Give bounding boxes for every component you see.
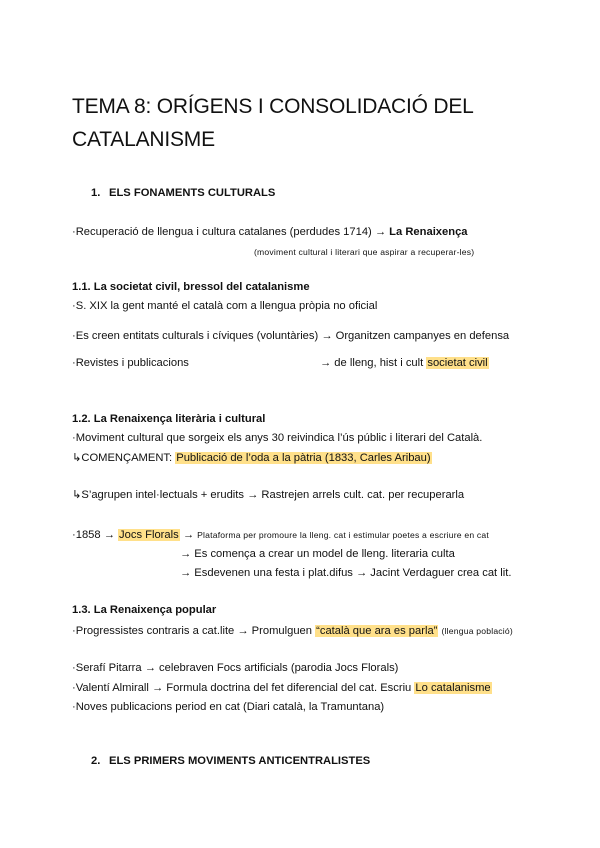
plataforma-note: Plataforma per promoure la lleng. cat i estimular poetes a escriure en cat [197, 530, 489, 540]
section-1-heading: ELS FONAMENTS CULTURALS [109, 187, 276, 199]
year-1858: ·1858 → [72, 529, 115, 541]
sub1-3-line-1 [72, 624, 513, 638]
sub1-2-line-5: → Es comença a crear un model de lleng. literaria culta [180, 548, 455, 560]
title-line-1: TEMA 8: ORÍGENS I CONSOLIDACIÓ DEL [72, 95, 474, 118]
sub1-2-line-6: → Esdevenen una festa i plat.difus → Jacint Verdaguer crea cat lit. [180, 567, 512, 579]
almirall-text: ·Valentí Almirall → Formula doctrina del fet diferencial del cat. Escriu [72, 682, 412, 694]
intro-line [72, 225, 468, 239]
intro-text: ·Recuperació de llengua i cultura catalanes (perdudes 1714) → [72, 226, 387, 238]
progressistes-text: ·Progressistes contraris a cat.lite → Promulguen [72, 625, 313, 637]
subsection-1-2-heading: 1.2. La Renaixença literària i cultural [72, 413, 266, 425]
highlight-jocs-florals: Jocs Florals [119, 529, 179, 541]
sub1-3-line-3 [72, 681, 492, 695]
page-title [72, 94, 474, 120]
sub1-2-line-2 [72, 451, 432, 465]
subsection-1-1-heading: 1.1. La societat civil, bressol del catalanisme [72, 281, 310, 293]
sub1-1-line-1: ·S. XIX la gent manté el català com a llengua pròpia no oficial [72, 300, 378, 312]
subsection-1-3-heading: 1.3. La Renaixença popular [72, 604, 217, 616]
sub1-1-line-3a: ·Revistes i publicacions [72, 357, 189, 369]
sub1-1-line-3b-text: → de lleng, hist i cult [320, 357, 424, 369]
sub1-2-line-4 [72, 528, 489, 542]
arrow: → [182, 529, 195, 541]
llengua-poblacio-note: (llengua població) [441, 626, 513, 636]
highlight-catala-que-ara: “català que ara es parla” [316, 625, 438, 637]
comencament-label: ↳COMENÇAMENT: [72, 452, 173, 464]
section-2-number: 2. [91, 755, 101, 767]
title-line-2: CATALANISME [72, 128, 215, 151]
sub1-1-line-3b [320, 356, 489, 370]
page-title-cont [72, 127, 215, 153]
section-2-heading: ELS PRIMERS MOVIMENTS ANTICENTRALISTES [109, 755, 371, 767]
highlight-oda-patria: Publicació de l’oda a la pàtria (1833, Carles Aribau) [176, 452, 431, 464]
sub1-2-line-1: ·Moviment cultural que sorgeix els anys 30 reivindica l’ús públic i literari del Català. [72, 432, 483, 444]
highlight-societat-civil: societat civil [427, 357, 488, 369]
sub1-3-line-2: ·Serafí Pitarra → celebraven Focs artificials (parodia Jocs Florals) [72, 662, 399, 674]
intro-note: (moviment cultural i literari que aspirar a recuperar-les) [254, 247, 475, 257]
sub1-2-line-3: ↳S’agrupen intel·lectuals + erudits → Rastrejen arrels cult. cat. per recuperarla [72, 489, 465, 501]
intro-bold-renaixenca: La Renaixença [389, 226, 468, 238]
section-1-number: 1. [91, 187, 101, 199]
sub1-1-line-2: ·Es creen entitats culturals i cíviques (voluntàries) → Organitzen campanyes en defensa [72, 330, 510, 342]
highlight-lo-catalanisme: Lo catalanisme [415, 682, 491, 694]
sub1-3-line-4: ·Noves publicacions period en cat (Diari català, la Tramuntana) [72, 701, 385, 713]
